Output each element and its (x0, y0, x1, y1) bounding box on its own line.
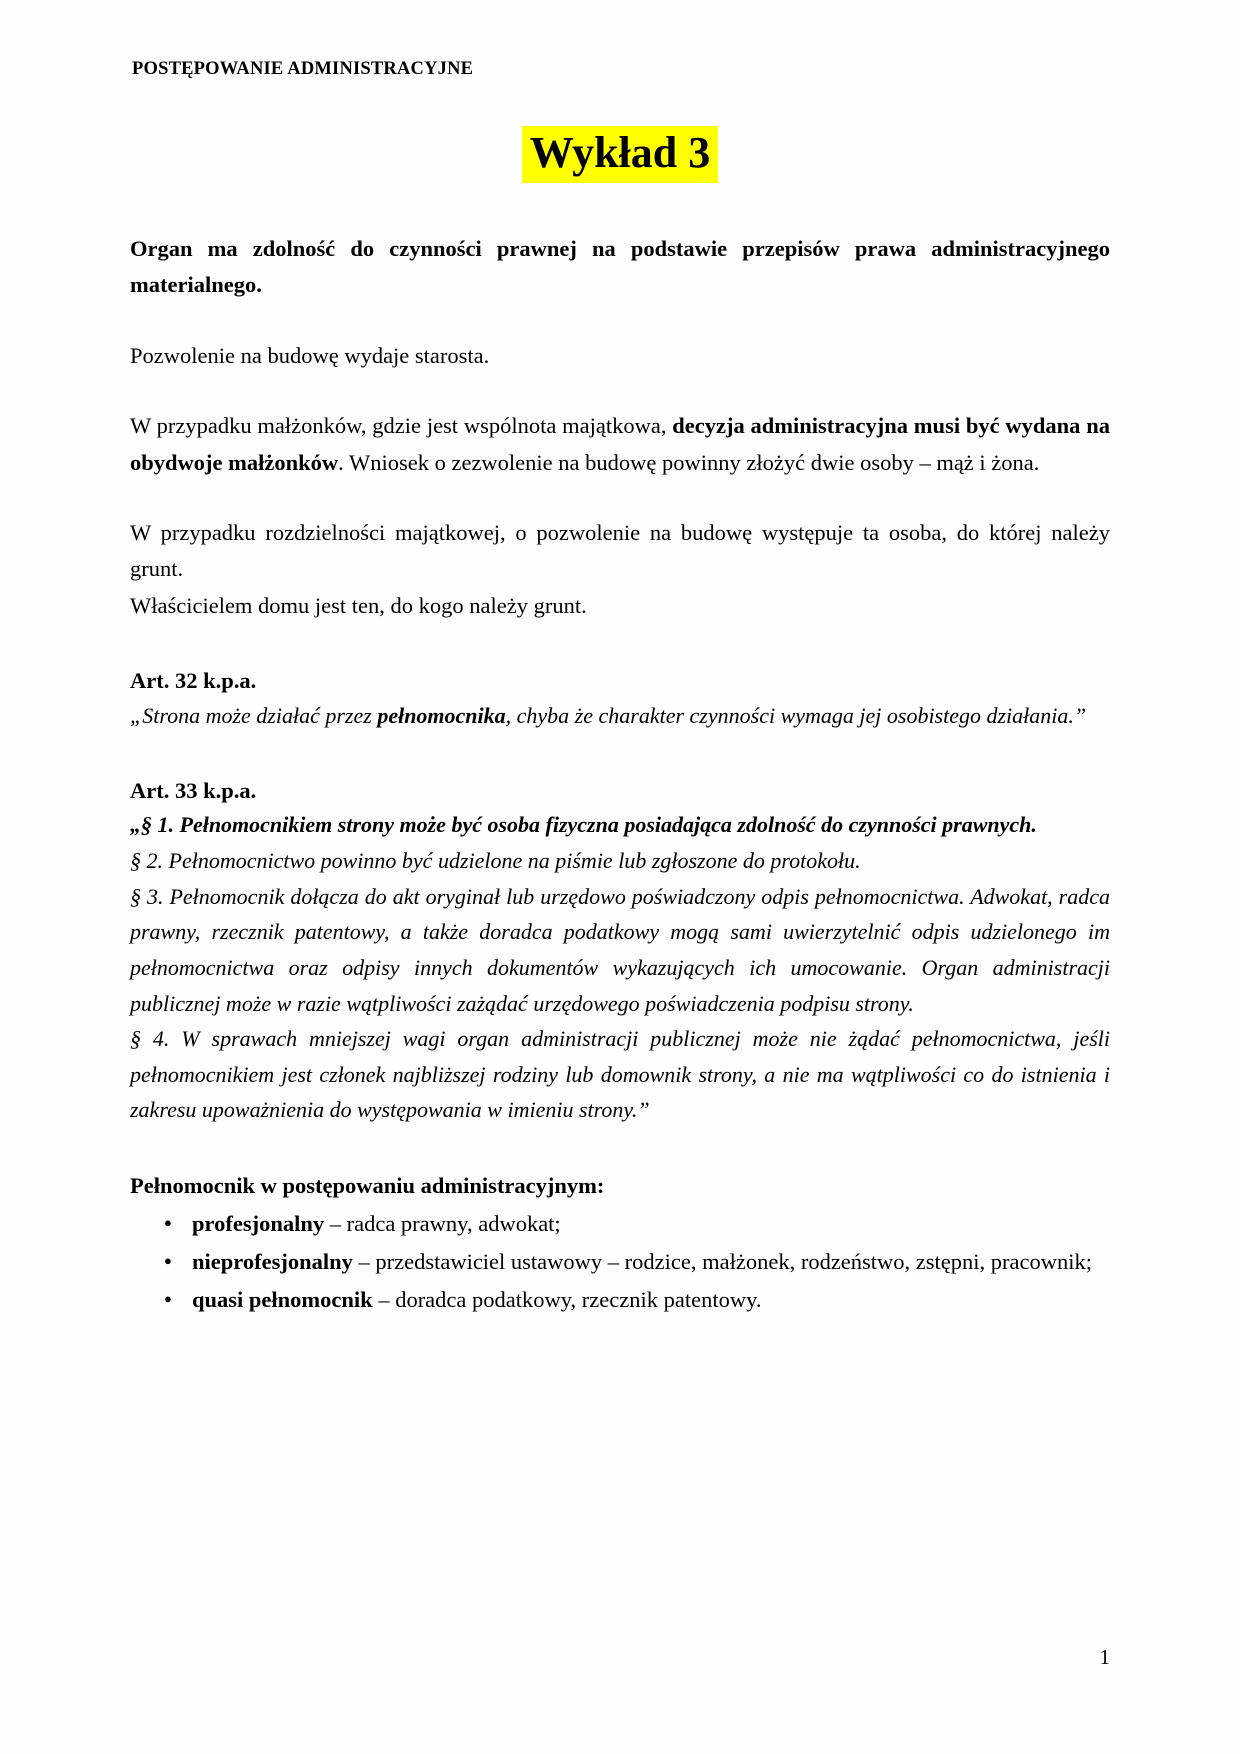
attorney-types-list (130, 1206, 1110, 1318)
paragraph-spouses (130, 408, 1110, 481)
list-item (192, 1282, 1110, 1318)
quote-art-33-paragraph-4: § 4. W sprawach mniejszej wagi organ administracji publicznej może nie żądać pełnomocnictwa, jeśli pełnomocnikiem jest członek najbliższej rodziny lub domownik strony, a nie ma wątpliwości co do istnienia i zakresu upoważnienia do występowania w imieniu strony.” (130, 1026, 1110, 1123)
paragraph-spouses-part2: . Wniosek o zezwolenie na budowę powinny złożyć dwie osoby – mąż i żona. (338, 449, 1040, 475)
spacer (130, 1128, 1110, 1168)
quote-art-33-paragraph-2: § 2. Pełnomocnictwo powinno być udzielone na piśmie lub zgłoszone do protokołu. (130, 848, 861, 874)
list-item (192, 1206, 1110, 1242)
heading-attorney-types: Pełnomocnik w postępowaniu administracyjnym: (130, 1173, 605, 1199)
quote-art-33-paragraph-1: „§ 1. Pełnomocnikiem strony może być osoba fizyczna posiadająca zdolność do czynności prawnych. (130, 812, 1037, 838)
list-item-description: – radca prawny, adwokat; (324, 1211, 561, 1237)
list-item-term: nieprofesjonalny (192, 1249, 353, 1275)
quote-art-32-emphasis: pełnomocnika (377, 703, 506, 729)
paragraph-permit: Pozwolenie na budowę wydaje starosta. (130, 342, 490, 368)
list-item-description: – doradca podatkowy, rzecznik patentowy. (372, 1287, 762, 1313)
paragraph-separation: W przypadku rozdzielności majątkowej, o pozwolenie na budowę występuje ta osoba, do której należy grunt. (130, 519, 1110, 582)
spacer (130, 481, 1110, 515)
page-number: 1 (1099, 1645, 1110, 1669)
document-body (130, 231, 1110, 1318)
quote-art-32-part2: , chyba że charakter czynności wymaga jej osobistego działania.” (505, 703, 1087, 729)
paragraph-owner: Właścicielem domu jest ten, do kogo należy grunt. (130, 592, 587, 618)
paragraph-intro: Organ ma zdolność do czynności prawnej na podstawie przepisów prawa administracyjnego materialnego. (130, 235, 1110, 298)
quote-art-32 (130, 698, 1110, 734)
spacer (130, 304, 1110, 338)
list-item-term: quasi pełnomocnik (192, 1287, 373, 1313)
page-title-container (130, 126, 1110, 183)
paragraph-spouses-emphasis: decyzja administracyjna musi być wydana na obydwoje małżonków (130, 413, 1110, 475)
list-item-description: – przedstawiciel ustawowy – rodzice, małżonek, rodzeństwo, zstępni, pracownik; (352, 1249, 1092, 1275)
quote-art-32-part1: „Strona może działać przez (130, 703, 378, 729)
heading-art-33: Art. 33 k.p.a. (130, 777, 257, 803)
spacer (130, 734, 1110, 774)
spacer (130, 624, 1110, 664)
heading-art-32: Art. 32 k.p.a. (130, 668, 257, 694)
list-item-term: profesjonalny (192, 1211, 325, 1237)
page-title: Wykład 3 (522, 126, 719, 183)
quote-art-33-paragraph-3: § 3. Pełnomocnik dołącza do akt oryginał lub urzędowo poświadczony odpis pełnomocnictwa. Adwokat, radca prawny, rzecznik patentowy, a także doradca podatkowy mogą sami uwierzytelnić odpis udzielonego im pełnomocnictwa oraz odpisy innych dokumentów wykazujących ich umocowanie. Organ administracji publicznej może w razie wątpliwości zażądać urzędowego poświadczenia podpisu strony. (130, 883, 1110, 1016)
list-item (192, 1244, 1110, 1280)
spacer (130, 374, 1110, 408)
paragraph-spouses-part1: W przypadku małżonków, gdzie jest wspólnota majątkowa, (130, 413, 673, 439)
running-head: POSTĘPOWANIE ADMINISTRACYJNE (132, 59, 474, 79)
